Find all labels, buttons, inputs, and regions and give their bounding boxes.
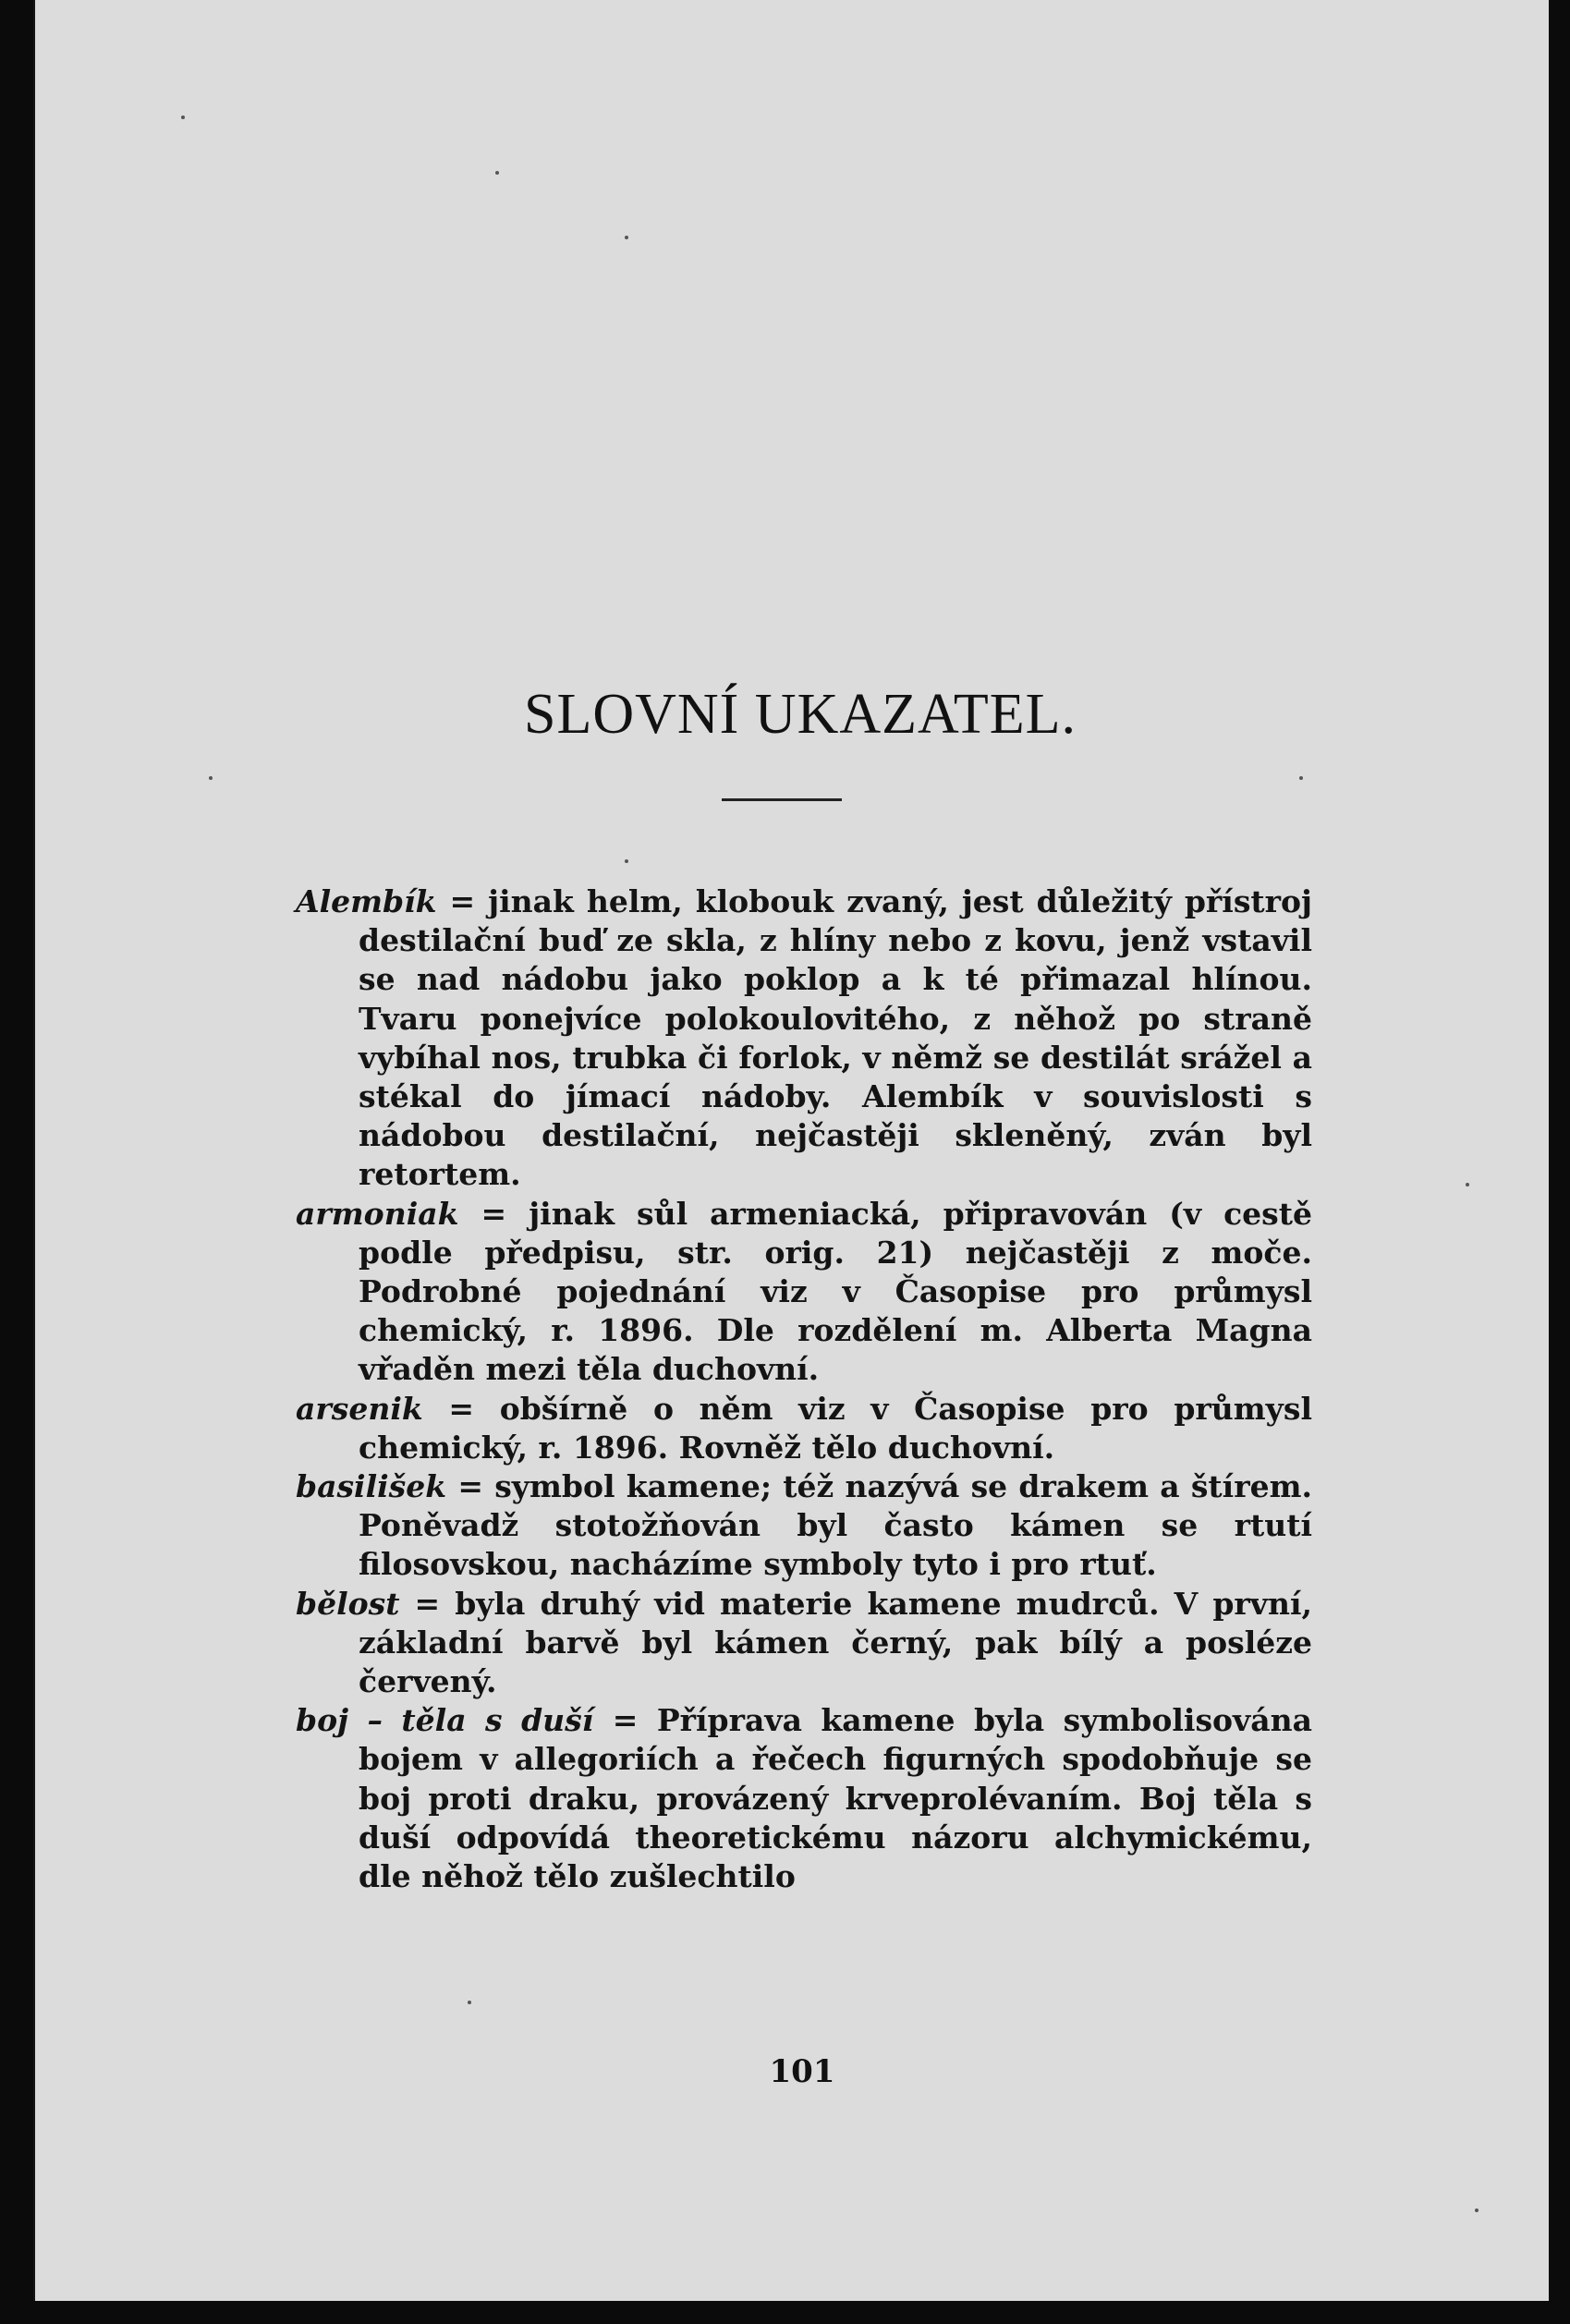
entry-term: bělost	[296, 1585, 400, 1622]
entry-text: byla druhý vid materie kamene mudrců. V první, základní barvě byl kámen černý, pak bílý a posléze červený.	[359, 1585, 1312, 1700]
entry-separator: =	[481, 1195, 507, 1232]
entry-term: boj – těla s duší	[296, 1702, 594, 1739]
entry-text: jinak helm, klobouk zvaný, jest důležitý přístroj destilační buď ze skla, z hlíny nebo z kovu, jenž vstavil se nad nádobu jako poklop a k té přimazal hlínou. Tvaru ponejvíce polokoulovitého, z něhož po straně vybíhal nos, trubka či forlok, v němž se destilát srážel a stékal do jímací nádoby. Alembík v souvislosti s nádobou destilační, nejčastěji skleněný, zván byl retortem.	[359, 883, 1312, 1193]
entry-term: Alembík	[296, 883, 437, 919]
index-entry	[296, 1467, 1312, 1585]
index-entry	[296, 1585, 1312, 1702]
print-speck	[1475, 2208, 1479, 2212]
entry-text: jinak sůl armeniacká, připravován (v cestě podle předpisu, str. orig. 21) nejčastěji z moče. Podrobné pojednání viz v Časopise pro průmysl chemický, r. 1896. Dle rozdělení m. Alberta Magna vřaděn mezi těla duchovní.	[359, 1195, 1312, 1388]
print-speck	[209, 776, 213, 780]
index-entries	[296, 882, 1312, 1896]
print-speck	[495, 171, 499, 175]
print-speck	[625, 859, 628, 863]
page-title: SLOVNÍ UKAZATEL.	[523, 683, 1077, 746]
index-entry	[296, 882, 1312, 1195]
index-entry	[296, 1195, 1312, 1390]
title-rule	[722, 798, 842, 801]
entry-text: symbol kamene; též nazývá se drakem a štírem. Poněvadž stotožňován byl často kámen se rtutí filosovskou, nacházíme symboly tyto i pro rtuť.	[359, 1468, 1312, 1583]
print-speck	[1466, 1183, 1469, 1186]
index-entry	[296, 1390, 1312, 1467]
print-speck	[1299, 776, 1303, 780]
entry-separator: =	[414, 1585, 441, 1622]
entry-separator: =	[448, 1390, 475, 1427]
page-binding-edge	[33, 0, 35, 2301]
book-page	[33, 0, 1549, 2301]
entry-separator: =	[612, 1702, 639, 1739]
entry-separator: =	[457, 1468, 483, 1505]
entry-separator: =	[449, 883, 476, 919]
entry-text: Příprava kamene byla symbolisována bojem v allegoriích a řečech figurných spodobňuje se boj proti draku, provázený krveprolévaním. Boj těla s duší odpovídá theoretickému názoru alchymickému, dle něhož tělo zušlechtilo	[359, 1702, 1312, 1895]
entry-text: obšírně o něm viz v Časopise pro průmysl chemický, r. 1896. Rovněž tělo duchovní.	[359, 1390, 1312, 1466]
index-entry	[296, 1701, 1312, 1896]
print-speck	[468, 2001, 471, 2004]
entry-term: basilišek	[296, 1468, 447, 1505]
print-speck	[625, 236, 628, 239]
entry-term: arsenik	[296, 1390, 423, 1427]
entry-term: armoniak	[296, 1195, 459, 1232]
page-number: 101	[769, 2053, 835, 2090]
print-speck	[181, 116, 185, 119]
